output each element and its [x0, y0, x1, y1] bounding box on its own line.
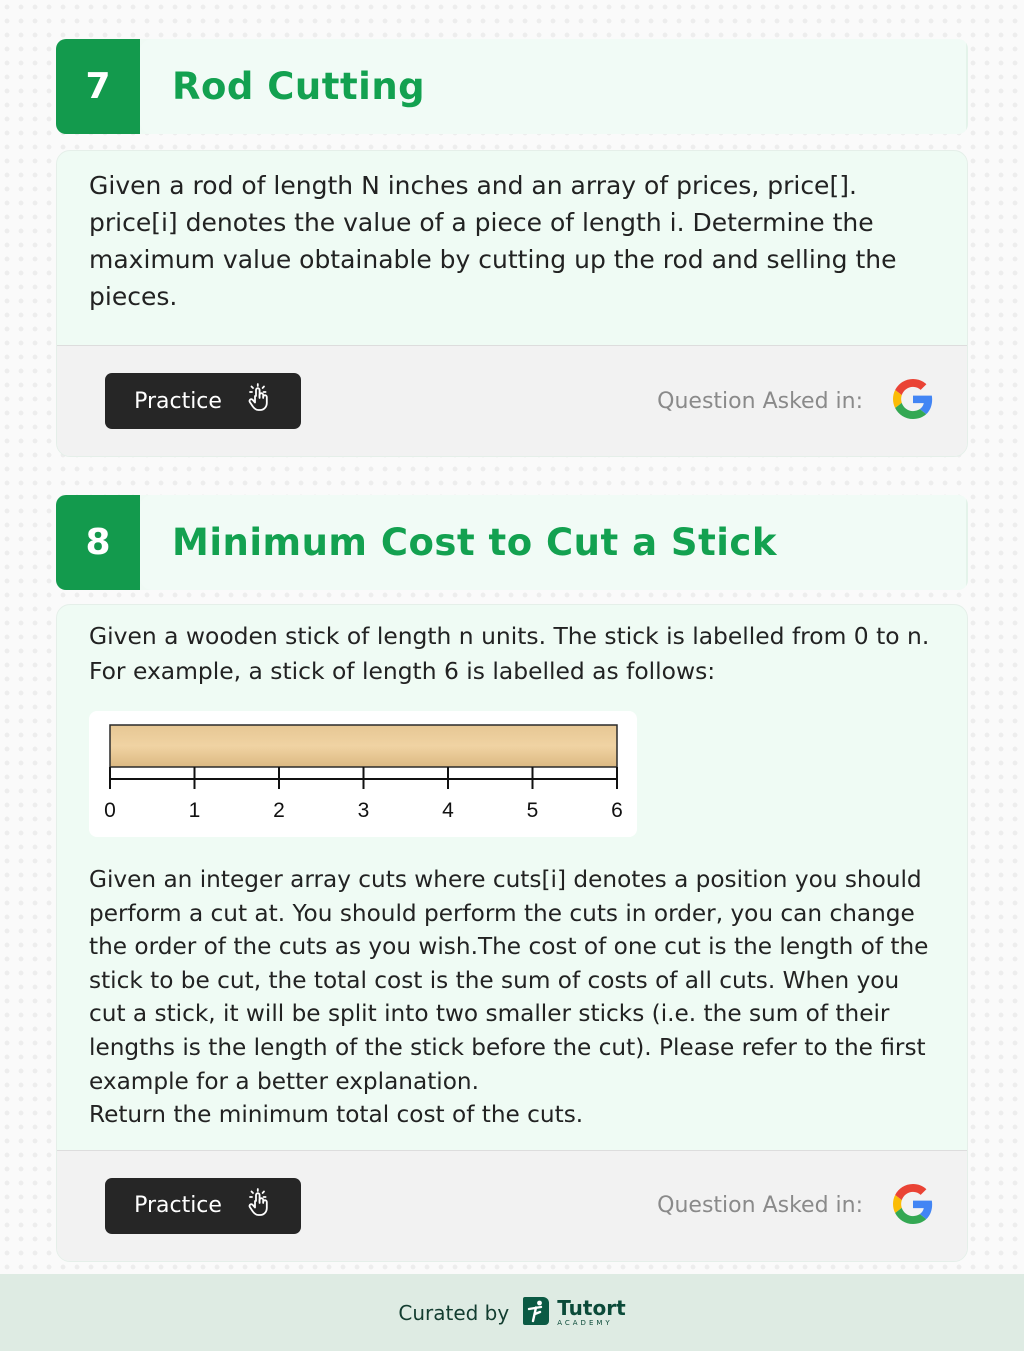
question-number: 8: [56, 495, 140, 590]
tutort-logo-icon: [521, 1295, 551, 1331]
question-intro-text: Given a wooden stick of length n units. The stick is labelled from 0 to n. For example, a stick of length 6 is labelled as follows:: [89, 622, 930, 685]
tick-label-6: 6: [611, 799, 623, 822]
question-title-wrap: [140, 39, 968, 134]
question-text: Given a rod of length N inches and an array of prices, price[]. price[i] denotes the value of a piece of length i. Determine the maximum value obtainable by cutting up the rod and selling the pieces.: [89, 171, 897, 311]
tick-label-1: 1: [188, 799, 201, 822]
curated-by-label: Curated by: [398, 1300, 510, 1325]
question-number: 7: [56, 39, 140, 134]
question-card-8: [56, 495, 968, 1262]
tutort-logo-text: [557, 1298, 625, 1327]
curated-footer: [0, 1274, 1024, 1351]
practice-label: Practice: [134, 388, 222, 414]
question-header: [56, 39, 968, 134]
question-asked-in: [657, 1184, 933, 1228]
tick-label-3: 3: [357, 799, 370, 822]
stick-ruler-svg: [89, 711, 637, 837]
practice-label: Practice: [134, 1193, 222, 1219]
question-header: [56, 495, 968, 590]
asked-in-label: Question Asked in:: [657, 388, 863, 414]
brand-name: Tutort: [557, 1296, 626, 1320]
brand-sub: ACADEMY: [557, 1319, 613, 1327]
google-icon: [893, 1184, 933, 1228]
practice-button[interactable]: [105, 373, 301, 429]
tick-label-5: 5: [526, 799, 539, 822]
question-body: [57, 605, 967, 1150]
question-return-text: Return the minimum total cost of the cuts.: [89, 1101, 584, 1129]
tutort-logo[interactable]: [521, 1295, 625, 1331]
question-footer: [57, 345, 967, 456]
question-title: Rod Cutting: [172, 65, 426, 108]
question-body-text: Given an integer array cuts where cuts[i] denotes a position you should perform a cut at. You should perform the cuts in order, you can change the order of the cuts as you wish.The cost of one cut is the length of the stick to be cut, the total cost is the sum of costs of all cuts. When you cut a stick, it will be split into two smaller sticks (i.e. the sum of their lengths is the length of the stick before the cut). Please refer to the first example for a better explanation.: [89, 866, 929, 1095]
question-title-wrap: [140, 495, 968, 590]
tick-label-0: 0: [104, 799, 116, 822]
practice-button[interactable]: [105, 1178, 301, 1234]
question-body: [57, 151, 967, 345]
tap-hand-icon: [246, 383, 272, 419]
question-footer: [57, 1150, 967, 1261]
asked-in-label: Question Asked in:: [657, 1193, 863, 1219]
google-icon: [893, 379, 933, 423]
tick-label-2: 2: [273, 799, 285, 822]
wooden-stick: [110, 725, 617, 767]
tick-label-4: 4: [442, 799, 454, 822]
question-panel: [56, 604, 968, 1262]
question-title: Minimum Cost to Cut a Stick: [172, 521, 777, 564]
question-panel: [56, 150, 968, 457]
question-asked-in: [657, 379, 933, 423]
stick-illustration: [89, 711, 637, 837]
question-card-7: [56, 39, 968, 457]
tap-hand-icon: [246, 1188, 272, 1224]
